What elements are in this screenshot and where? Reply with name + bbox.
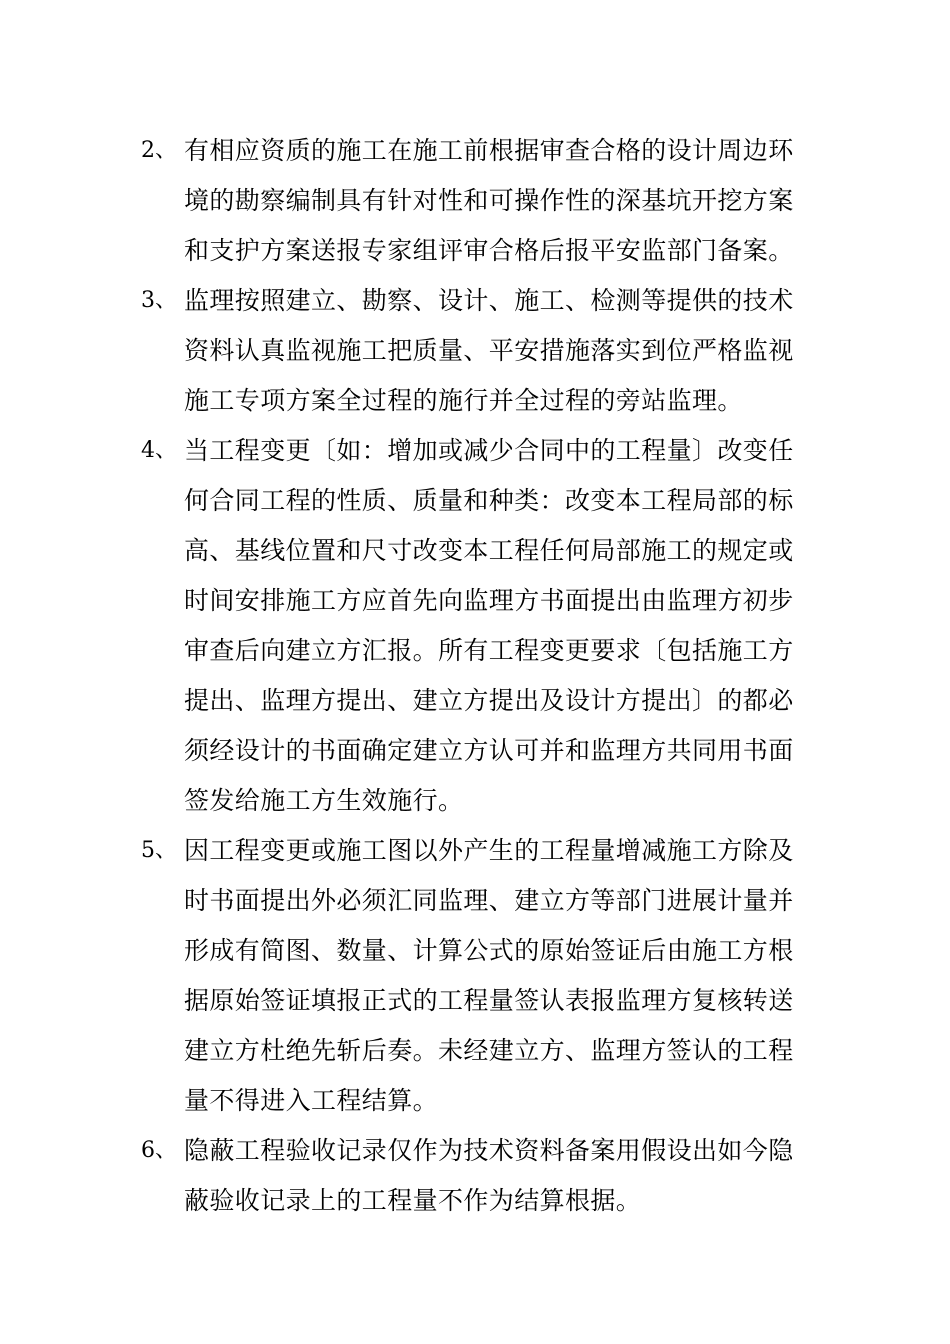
paragraph-line: 施工专项方案全过程的施行并全过程的旁站监理。	[184, 386, 743, 415]
list-item-5	[141, 826, 821, 1126]
paragraph-line: 和支护方案送报专家组评审合格后报平安监部门备案。	[184, 236, 794, 265]
item-number: 2、	[141, 138, 177, 163]
paragraph-line: 审查后向建立方汇报。所有工程变更要求〔包括施工方	[184, 636, 794, 665]
item-number: 6、	[141, 1138, 177, 1163]
paragraph-line: 境的勘察编制具有针对性和可操作性的深基坑开挖方案	[184, 186, 794, 215]
item-number: 4、	[141, 438, 177, 463]
paragraph-line: 须经设计的书面确定建立方认可并和监理方共同用书面	[184, 736, 794, 765]
list-item-6	[141, 1126, 821, 1226]
list-item-4	[141, 426, 821, 826]
paragraph-line: 据原始签证填报正式的工程量签认表报监理方复核转送	[184, 986, 794, 1015]
paragraph-line: 提出、监理方提出、建立方提出及设计方提出〕的都必	[184, 686, 794, 715]
item-number: 3、	[141, 288, 177, 313]
paragraph-line: 建立方杜绝先斩后奏。未经建立方、监理方签认的工程	[184, 1036, 794, 1065]
paragraph-line: 何合同工程的性质、质量和种类：改变本工程局部的标	[184, 486, 794, 515]
paragraph-line: 高、基线位置和尺寸改变本工程任何局部施工的规定或	[184, 536, 794, 565]
paragraph-line: 签发给施工方生效施行。	[184, 786, 464, 815]
paragraph-line: 形成有简图、数量、计算公式的原始签证后由施工方根	[184, 936, 794, 965]
paragraph-line: 资料认真监视施工把质量、平安措施落实到位严格监视	[184, 336, 794, 365]
paragraph-line: 隐蔽工程验收记录仅作为技术资料备案用假设出如今隐	[184, 1136, 794, 1165]
paragraph-line: 有相应资质的施工在施工前根据审查合格的设计周边环	[184, 136, 794, 165]
paragraph-line: 因工程变更或施工图以外产生的工程量增减施工方除及	[184, 836, 794, 865]
paragraph-line: 时书面提出外必须汇同监理、建立方等部门进展计量并	[184, 886, 794, 915]
paragraph-line: 蔽验收记录上的工程量不作为结算根据。	[184, 1186, 642, 1215]
paragraph-line: 监理按照建立、勘察、设计、施工、检测等提供的技术	[184, 286, 794, 315]
paragraph-line: 量不得进入工程结算。	[184, 1086, 439, 1115]
list-item-2	[141, 126, 821, 276]
list-item-3	[141, 276, 821, 426]
paragraph-line: 当工程变更〔如：增加或减少合同中的工程量〕改变任	[184, 436, 794, 465]
item-number: 5、	[141, 838, 177, 863]
paragraph-line: 时间安排施工方应首先向监理方书面提出由监理方初步	[184, 586, 794, 615]
